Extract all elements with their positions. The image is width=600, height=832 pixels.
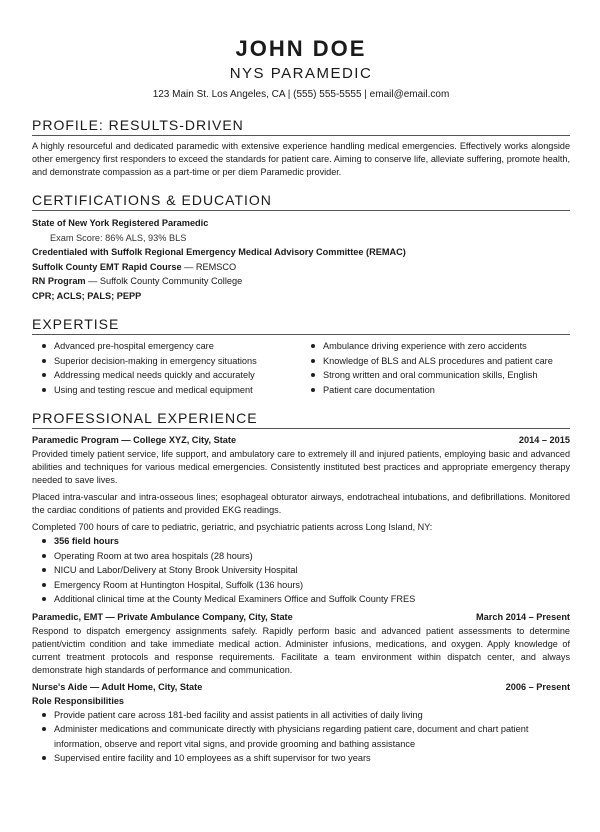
list-item: Knowledge of BLS and ALS procedures and patient care — [301, 354, 570, 369]
bullet-icon — [42, 388, 46, 392]
bullet-icon — [42, 597, 46, 601]
bullet-icon — [42, 359, 46, 363]
job-dates: 2014 – 2015 — [518, 435, 570, 445]
list-item: Addressing medical needs quickly and accurately — [32, 368, 301, 383]
profile-heading: PROFILE: RESULTS-DRIVEN — [32, 116, 570, 136]
bullet-icon — [42, 554, 46, 558]
list-item: 356 field hours — [32, 534, 570, 549]
contact-line: 123 Main St. Los Angeles, CA | (555) 555-5555 | email@email.com — [152, 89, 450, 100]
list-item: NICU and Labor/Delivery at Stony Brook University Hospital — [32, 563, 570, 578]
job-paramedic-emt — [32, 611, 570, 624]
bullet-icon — [42, 344, 46, 348]
cert-remac: Credentialed with Suffolk Regional Emergency Medical Advisory Committee (REMAC) — [32, 247, 406, 257]
job-description: Respond to dispatch emergency assignments safely. Rapidly perform basic and advanced patient assessments to determine patient/victim condition and take immediate medical action. Administer infusions, medications, and oxygen. Apply knowledge of current treatment protocols and response requirements. Facilitate a team environment within dispatch center, and always demonstrate high standards of performance and communication. — [32, 625, 570, 675]
bullet-icon — [42, 756, 46, 760]
cert-rn-program-school: — Suffolk County Community College — [85, 276, 243, 286]
certifications-heading: CERTIFICATIONS & EDUCATION — [32, 191, 570, 211]
cert-ny-paramedic: State of New York Registered Paramedic — [32, 218, 209, 228]
responsibilities-list — [32, 708, 570, 766]
list-item: Additional clinical time at the County Medical Examiners Office and Suffolk County FRES — [32, 592, 570, 607]
role-responsibilities-label: Role Responsibilities — [32, 695, 124, 706]
job-description: Placed intra-vascular and intra-osseous lines; esophageal obturator airways, endotracheal intubations, and defibrillations. Monitored the cardiac conditions of patients and provided EKG readings. — [32, 492, 570, 515]
list-item: Advanced pre-hospital emergency care — [32, 339, 301, 354]
job-title: Paramedic, EMT — Private Ambulance Company, City, State — [32, 611, 293, 622]
bullet-icon — [42, 727, 46, 731]
bullet-icon — [42, 713, 46, 717]
job-title: Paramedic Program — College XYZ, City, State — [32, 435, 237, 445]
expertise-list-left — [32, 339, 301, 397]
bullet-icon — [311, 388, 315, 392]
list-item: Supervised entire facility and 10 employees as a shift supervisor for two years — [32, 751, 570, 766]
list-item: Superior decision-making in emergency situations — [32, 354, 301, 369]
bullet-icon — [42, 373, 46, 377]
cert-emt-course — [32, 260, 570, 275]
list-item: Using and testing rescue and medical equipment — [32, 383, 301, 398]
cert-rn-program-name: RN Program — [32, 276, 86, 286]
bullet-icon — [311, 344, 315, 348]
list-item: Ambulance driving experience with zero accidents — [301, 339, 570, 354]
bullet-icon — [42, 539, 46, 543]
cert-cpr-acls: CPR; ACLS; PALS; PEPP — [32, 290, 142, 301]
certifications-list — [32, 216, 570, 303]
experience-heading: PROFESSIONAL EXPERIENCE — [32, 409, 570, 429]
expertise-grid — [32, 339, 570, 397]
list-item: Emergency Room at Huntington Hospital, Suffolk (136 hours) — [32, 578, 570, 593]
cert-emt-course-org: — REMSCO — [181, 261, 237, 272]
list-item: Operating Room at two area hospitals (28 hours) — [32, 549, 570, 564]
job-paramedic-program — [32, 434, 570, 447]
bullet-icon — [42, 583, 46, 587]
bullet-icon — [42, 568, 46, 572]
bullet-icon — [311, 373, 315, 377]
job-description: Provided timely patient service, life support, and ambulatory care to extremely ill and injured patients, employing basic and advanced abilities and techniques for various medical emergencies. Consistently instituted best practices and appropriate emergency therapy needed to save lives. — [32, 449, 570, 485]
candidate-name: JOHN DOE — [235, 36, 367, 61]
job-dates: March 2014 – Present — [476, 611, 570, 622]
cert-exam-score: Exam Score: 86% ALS, 93% BLS — [50, 232, 187, 243]
job-title: Nurse's Aide — Adult Home, City, State — [32, 681, 203, 692]
job-nurses-aide — [32, 681, 570, 694]
clinical-hours-list — [32, 534, 570, 607]
cert-rn-program — [32, 274, 570, 289]
list-item: Patient care documentation — [301, 383, 570, 398]
candidate-title: NYS PARAMEDIC — [229, 65, 373, 82]
cert-emt-course-name: Suffolk County EMT Rapid Course — [32, 261, 182, 272]
job-description: Completed 700 hours of care to pediatric, geriatric, and psychiatric patients across Long Island, NY: — [32, 522, 433, 532]
list-item: Strong written and oral communication skills, English — [301, 368, 570, 383]
expertise-heading: EXPERTISE — [32, 315, 570, 335]
expertise-list-right — [301, 339, 570, 397]
list-item: Administer medications and communicate directly with physicians regarding patient care, document and chart patient information, observe and report vital signs, and provide grooming and bathing assistance — [32, 722, 570, 751]
profile-text: A highly resourceful and dedicated paramedic with extensive experience handling medical emergencies. Effectively works alongside other emergency first responders to exceed the standards for patient care. Aiming to conserve life, alleviate suffering, promote health, and demonstrate compassion as a part-time or per diem Paramedic provider. — [32, 141, 570, 177]
job-dates: 2006 – Present — [505, 681, 570, 692]
list-item: Provide patient care across 181-bed facility and assist patients in all activities of daily living — [32, 708, 570, 723]
bullet-icon — [311, 359, 315, 363]
